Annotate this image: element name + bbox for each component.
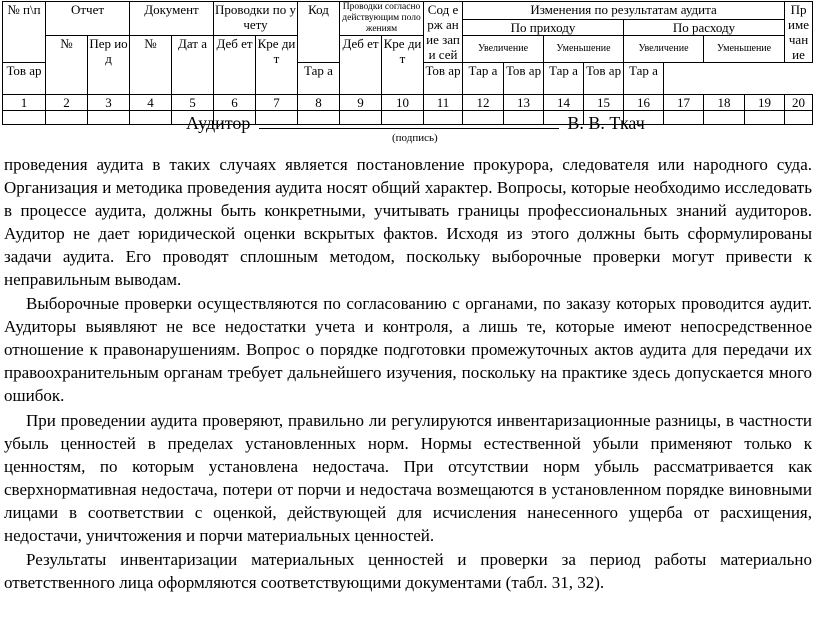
auditor-signature	[186, 112, 645, 134]
empty-cell	[130, 111, 172, 125]
header-content: Сод ерж ание запи сей	[424, 2, 463, 63]
column-number: 6	[214, 95, 256, 111]
header-goods-3: Тов ар	[504, 63, 544, 95]
header-income-decrease: Уменьшение	[544, 36, 624, 63]
header-postings-credit: Кре дит	[256, 36, 298, 95]
header-income-increase: Увеличение	[463, 36, 544, 63]
column-number: 20	[785, 95, 813, 111]
header-note: Пр име чан ие	[785, 2, 813, 63]
header-goods-4: Тов ар	[584, 63, 624, 95]
header-tare-3: Тар а	[544, 63, 584, 95]
header-report: Отчет	[46, 2, 130, 36]
empty-cell	[3, 111, 46, 125]
header-document-date: Дат а	[172, 36, 214, 95]
header-changes: Изменения по результатам аудита	[463, 2, 785, 20]
column-number: 1	[3, 95, 46, 111]
header-tare-2: Тар а	[463, 63, 504, 95]
audit-table	[2, 1, 813, 125]
paragraph: проведения аудита в таких случаях является постановление прокурора, следователя или народного суда. Организация и методика проведения аудита носят общий характер. Вопросы, которые необходимо исследовать в процессе аудита, должны быть конкретными, учитывать границы профессиональных знаний аудиторов. Аудитор не дает юридической оценки вскрытых фактов. Исходя из этого должны быть сформулированы задачи аудита. Его проводят сплошным методом, поскольку выборочные проверки могут привести к неправильным выводам.	[4, 155, 812, 289]
paragraph: При проведении аудита проверяют, правильно ли регулируются инвентаризационные разницы, в частности убыль ценностей в пределах установленных норм. Нормы естественной убыли применяют только к ценностям, по которым установлена недостача. При отсутствии норм убыль рассматривается как сверхнормативная недостача, потери от порчи и недостача возмещаются в установленном порядке виновными лицами в соответствии с оценкой, действующей для исчисления нанесенного ущерба от расхищения, недостачи, уничтожения и порчи материальных ценностей.	[4, 410, 812, 545]
empty-cell	[46, 111, 88, 125]
header-tare-4: Тар а	[624, 63, 664, 95]
body-text	[4, 154, 812, 597]
header-goods-1: Тов ар	[3, 63, 46, 95]
empty-cell	[745, 111, 785, 125]
empty-cell	[664, 111, 704, 125]
column-number: 8	[298, 95, 340, 111]
header-expense: По расходу	[624, 19, 785, 36]
column-number: 12	[463, 95, 504, 111]
header-postings-debit: Деб ет	[214, 36, 256, 95]
signature-line	[259, 112, 559, 129]
column-number: 19	[745, 95, 785, 111]
auditor-label: Аудитор	[186, 113, 251, 133]
column-number: 16	[624, 95, 664, 111]
column-number-row	[3, 95, 813, 111]
header-expense-increase: Увеличение	[624, 36, 704, 63]
empty-cell	[88, 111, 130, 125]
column-number: 13	[504, 95, 544, 111]
empty-cell	[785, 111, 813, 125]
header-document-no: №	[130, 36, 172, 95]
header-report-period: Пер иод	[88, 36, 130, 95]
signature-caption: (подпись)	[392, 132, 438, 144]
header-report-no: №	[46, 36, 88, 95]
column-number: 4	[130, 95, 172, 111]
header-document: Документ	[130, 2, 214, 36]
column-number: 7	[256, 95, 298, 111]
header-code: Код	[298, 2, 340, 63]
column-number: 18	[704, 95, 745, 111]
paragraph: Выборочные проверки осуществляются по согласованию с органами, по заказу которых проводится аудит. Аудиторы выявляют не все недостатки учета и контроля, а лишь те, которые имеют непосредственное отношение к правонарушениям. Вопрос о порядке подготовки промежуточных актов аудита для передачи их правоохранительным органам требует дальнейшего изучения, поскольку на практике здесь допускается много ошибок.	[4, 294, 812, 406]
header-expense-decrease: Уменьшение	[704, 36, 785, 63]
paragraph: Результаты инвентаризации материальных ценностей и проверки за период работы материально ответственного лица оформляются соответствующими документами (табл. 31, 32).	[4, 550, 812, 593]
auditor-name: В. В. Ткач	[567, 113, 645, 133]
header-proper-credit: Кре дит	[382, 36, 424, 95]
header-goods-2: Тов ар	[424, 63, 463, 95]
column-number: 3	[88, 95, 130, 111]
column-number: 11	[424, 95, 463, 111]
header-tare-1: Тар а	[298, 63, 340, 95]
column-number: 2	[46, 95, 88, 111]
header-proper-debit: Деб ет	[340, 36, 382, 95]
column-number: 9	[340, 95, 382, 111]
column-number: 17	[664, 95, 704, 111]
header-num: № п\п	[3, 2, 46, 63]
column-number: 14	[544, 95, 584, 111]
column-number: 10	[382, 95, 424, 111]
header-proper-postings: Проводки согласно действующим положениям	[340, 2, 424, 36]
header-postings: Проводки по учету	[214, 2, 298, 36]
column-number: 15	[584, 95, 624, 111]
column-number: 5	[172, 95, 214, 111]
empty-cell	[704, 111, 745, 125]
header-income: По приходу	[463, 19, 624, 36]
